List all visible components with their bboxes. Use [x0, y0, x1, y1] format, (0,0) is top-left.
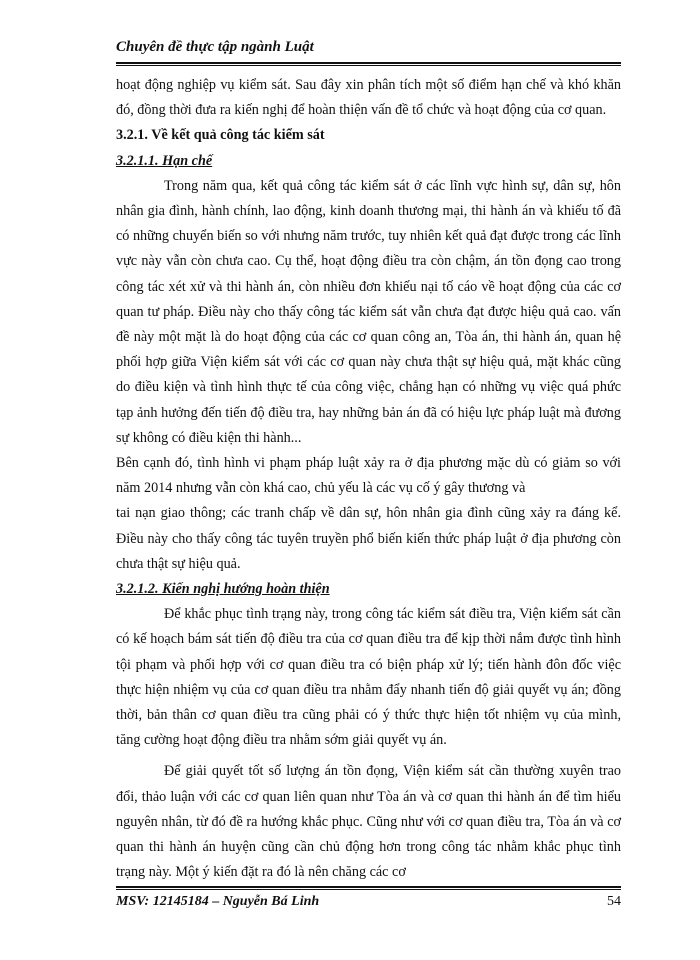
- footer-student-info: MSV: 12145184 – Nguyễn Bá Linh: [116, 894, 320, 909]
- paragraph-recommendation-1: Để khắc phục tình trạng này, trong công tác kiểm sát điều tra, Viện kiểm sát cần có kế hoạch bám sát tiến độ điều tra của cơ quan điều tra để kịp thời nắm được tình hình tội phạm và phối hợp với cơ quan điều tra có biện pháp xử lý; tiến hành đôn đốc việc thực hiện nhiệm vụ của cơ quan điều tra nhằm đẩy nhanh tiến độ giải quyết vụ án; đồng thời, bản thân cơ quan điều tra cũng phải có ý thức thực hiện tốt nhiệm vụ của mình, tăng cường hoạt động điều tra nhằm sớm giải quyết vụ án.: [116, 606, 621, 749]
- paragraph-limitations: Trong năm qua, kết quả công tác kiểm sát ở các lĩnh vực hình sự, dân sự, hôn nhân gia đình, hành chính, lao động, kinh doanh thương mại, thi hành án và khiếu tố đã có những chuyển biến so với nhưng năm trước, tuy nhiên kết quả đạt được trong các lĩnh vực này vẫn còn chưa cao. Cụ thể, hoạt động điều tra còn chậm, án tồn đọng cao trong công tác xét xử và thi hành án, còn nhiều đơn khiếu nại tố cáo về hoạt động của các cơ quan tư pháp. Điều này cho thấy công tác kiểm sát vẫn chưa đạt được hiệu quả cao. vấn đề này một mặt là do hoạt động của các cơ quan công an, Tòa án, thi hành án, quan hệ phối hợp giữa Viện kiểm sát với các cơ quan này chưa thật sự hiệu quả, mặt khác cũng do điều kiện và tình hình thực tế của công việc, chẳng hạn có những vụ việc quá phức tạp ảnh hưởng đến tiến độ điều tra, hay những bản án đã có hiệu lực pháp luật mà đương sự không có điều kiện thi hành...: [116, 177, 621, 446]
- paragraph-recommendation-2: Để giải quyết tốt số lượng án tồn đọng, Viện kiểm sát cần thường xuyên trao đổi, thảo luận với các cơ quan liên quan như Tòa án và cơ quan thi hành án để tìm hiểu nguyên nhân, từ đó đề ra hướng khắc phục. Cũng như với cơ quan điều tra, Tòa án và cơ quan thi hành án huyện cũng cần chủ động hơn trong công tác nhằm khắc phục tình trạng này. Một ý kiến đặt ra đó là nên chăng các cơ: [116, 763, 621, 881]
- page-content: [116, 73, 621, 886]
- paragraph-intro: hoạt động nghiệp vụ kiểm sát. Sau đây xin phân tích một số điểm hạn chế và khó khăn đó, đồng thời đưa ra kiến nghị để hoàn thiện vấn đề tổ chức và hoạt động của cơ quan.: [116, 77, 621, 119]
- paragraph-violations-line1: Bên cạnh đó, tình hình vi phạm pháp luật xảy ra ở địa phương mặc dù có giảm so với năm 2014 nhưng vẫn còn khá cao, chủ yếu là các vụ cố ý gây thương và: [116, 455, 621, 497]
- heading-3-2-1-1: 3.2.1.1. Hạn chế: [116, 152, 213, 169]
- footer-rule: [116, 886, 621, 890]
- paragraph-violations-line2: tai nạn giao thông; các tranh chấp về dân sự, hôn nhân gia đình cũng xảy ra đáng kể. Điều này cho thấy công tác tuyên truyền phổ biến kiến thức pháp luật ở địa phương còn chưa thật sự hiệu quả.: [116, 505, 621, 572]
- header-rule: [116, 62, 621, 66]
- heading-3-2-1-2: 3.2.1.2. Kiến nghị hướng hoàn thiện: [116, 581, 330, 598]
- heading-3-2-1: 3.2.1. Về kết quả công tác kiểm sát: [116, 127, 325, 144]
- header-title: Chuyên đề thực tập ngành Luật: [116, 39, 314, 55]
- page-header: [116, 38, 621, 56]
- page-number: 54: [607, 894, 621, 909]
